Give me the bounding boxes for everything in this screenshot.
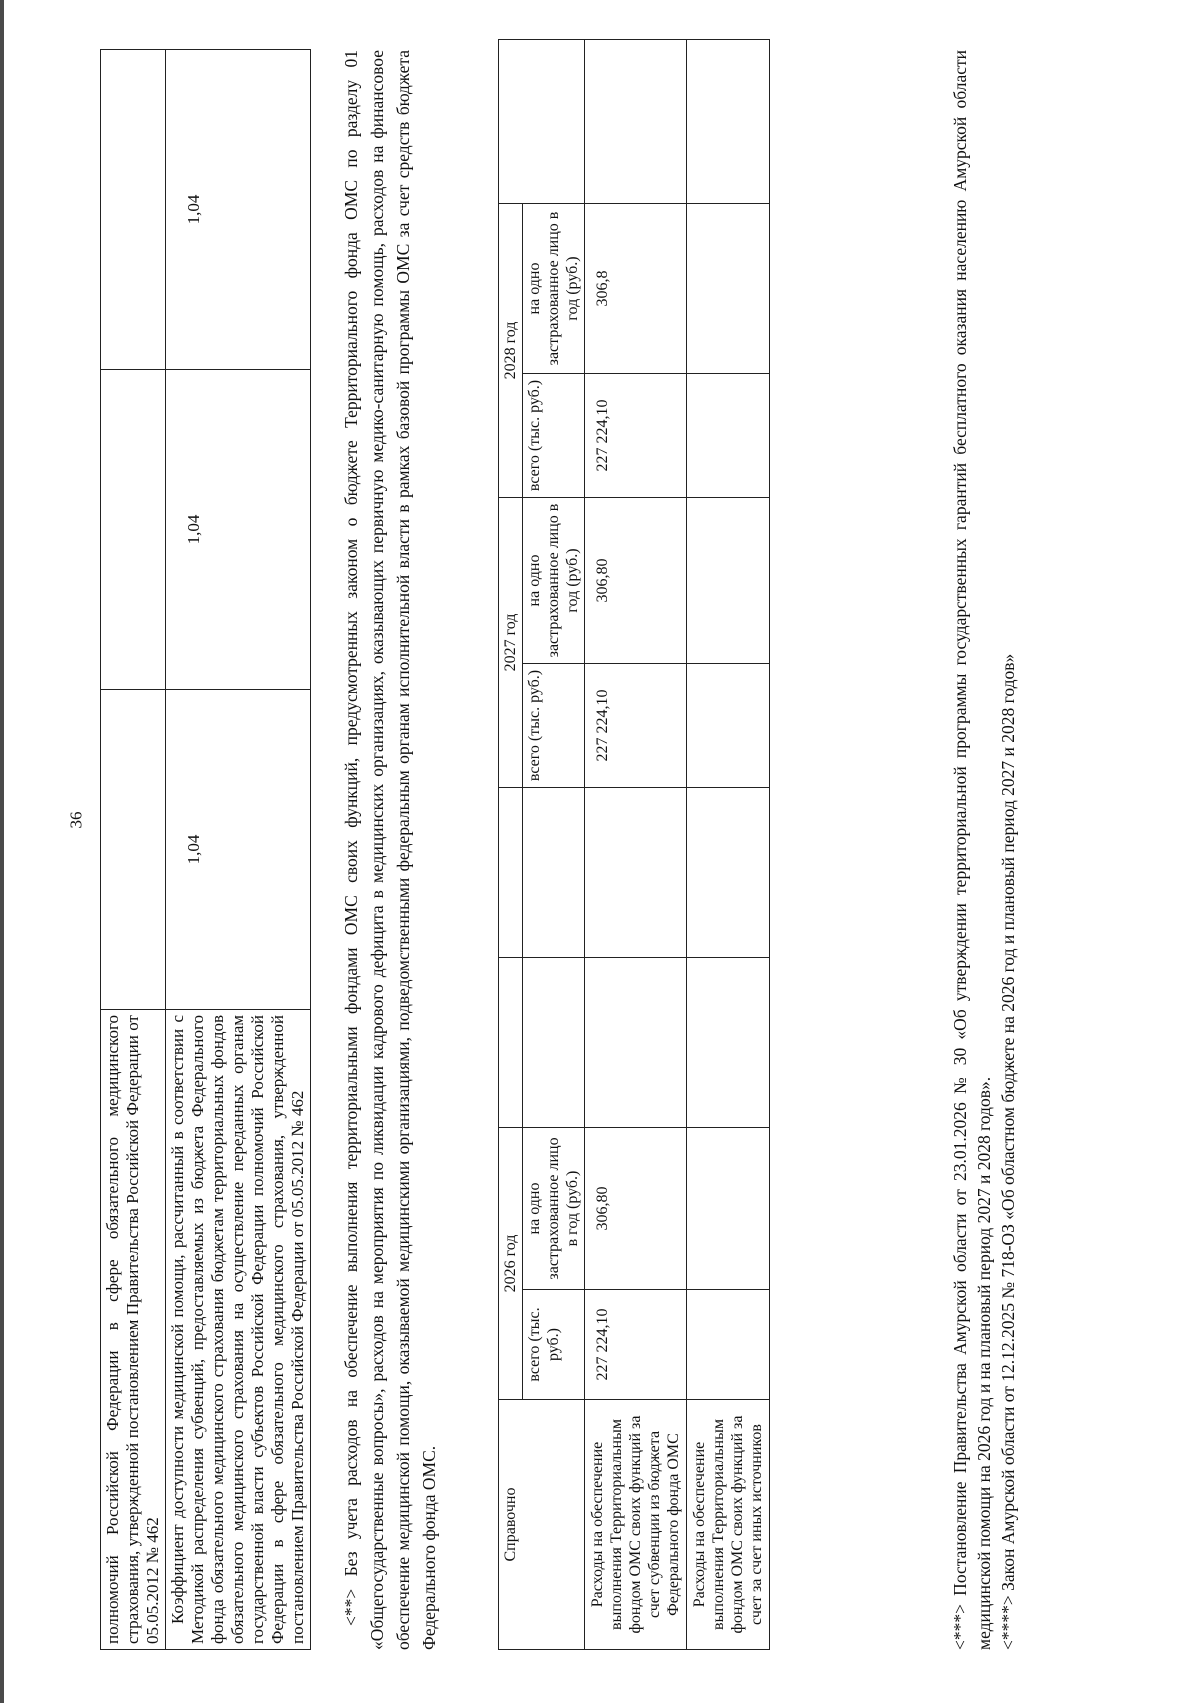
rotated-page-content [100,50,1150,1650]
table-cell [101,690,166,1010]
value-total-2027: 227 224,10 [585,664,687,788]
note-paragraph: <**> Без учета расходов на обеспечение выполнения территориальными фондами ОМС своих функций, предусмотренных законом о бюджете Территориального фонда ОМС по разделу 01 «Общегосударственные вопросы», расходов на мероприятия по ликвидации кадрового дефицита в медицинских организациях, оказывающих первичную медико-санитарную помощь, расходов на финансовое обеспечение медицинской помощи, оказываемой медицинскими организациями, подведомственными федеральным органам исполнительной власти в рамках базовой программы ОМС за счет средств бюджета Федерального фонда ОМС. [341,50,439,1650]
table-cell [101,50,166,370]
scan-edge [0,0,4,1703]
empty-header [523,788,585,958]
table-cell [687,788,770,958]
col-per-person-2027: на одно застрахованное лицо в год (руб.) [523,498,585,664]
coefficient-value-2026: 1,04 [166,690,311,1010]
page-number: 36 [66,811,86,829]
table-cell [687,958,770,1128]
footnote-3: <***> Постановление Правительства Амурской области от 23.01.2026 № 30 «Об утверждении территориальной программы государственных гарантий бесплатного оказания населению Амурской области медицинской помощи на 2026 год и на плановый период 2027 и 2028 годов». [950,50,994,1650]
coefficient-table [100,49,311,1650]
empty-header [499,788,523,958]
table-cell [687,204,770,374]
empty-header [499,958,523,1128]
col-total-2027: всего (тыс. руб.) [523,664,585,788]
coefficient-value-2028: 1,04 [166,50,311,370]
coefficient-label [166,1010,311,1650]
table-header-row [499,40,523,1650]
col-per-person-2028: на одно застрахованное лицо в год (руб.) [523,204,585,374]
table-row [101,50,166,1650]
corner-label: Справочно [499,1400,585,1650]
col-total-2028: всего (тыс. руб.) [523,374,585,498]
year-header-2028: 2028 год [499,204,523,498]
coefficient-text: Коэффициент доступности медицинской помощи, рассчитанный в соответствии с Методикой распределения субвенций, предоставляемых из бюджета Федерального фонда обязательного медицинского страхования бюджетам территориальных фондов обязательного медицинского страхования на осуществление переданных органам государственной власти субъектов Российской Федерации полномочий Российской Федерации в сфере обязательного медицинского страхования, утвержденной постановлением Правительства Российской Федерации от 05.05.2012 № 462 [168,1015,307,1644]
empty-header [523,958,585,1128]
table-cell [585,958,687,1128]
empty-header [499,40,585,204]
table-row [166,50,311,1650]
table-cell [101,370,166,690]
value-per-person-2028: 306,8 [585,204,687,374]
value-per-person-2026: 306,80 [585,1128,687,1290]
year-header-2026: 2026 год [499,1128,523,1400]
table-cell [687,498,770,664]
coefficient-value-2027: 1,04 [166,370,311,690]
coefficient-header-text: полномочий Российской Федерации в сфере обязательного медицинского страхования, утвержденной постановлением Правительства Российской Федерации от 05.05.2012 № 462 [101,1010,166,1650]
table-row [687,40,770,1650]
table-cell [687,664,770,788]
table-row [585,40,687,1650]
footnotes [948,50,1020,1650]
col-per-person-2026: на одно застрахованное лицо в год (руб.) [523,1128,585,1290]
value-per-person-2027: 306,80 [585,498,687,664]
value-total-2026: 227 224,10 [585,1290,687,1400]
reference-table [498,39,770,1650]
col-total-2026: всего (тыс. руб.) [523,1290,585,1400]
row-label-other-sources: Расходы на обеспечение выполнения Территориальным фондом ОМС своих функций за счет за счет иных источников [687,1400,770,1650]
table-cell [687,40,770,204]
value-total-2028: 227 224,10 [585,374,687,498]
year-header-2027: 2027 год [499,498,523,788]
row-label-subvention: Расходы на обеспечение выполнения Территориальным фондом ОМС своих функций за счет субвенции из бюджета Федерального фонда ОМС [585,1400,687,1650]
table-cell [687,1128,770,1290]
footnote-4: <****> Закон Амурской области от 12.12.2025 № 718-ОЗ «Об областном бюджете на 2026 год и плановый период 2027 и 2028 годов» [998,653,1018,1650]
table-cell [687,1290,770,1400]
table-cell [585,788,687,958]
table-cell [687,374,770,498]
table-cell [585,40,687,204]
